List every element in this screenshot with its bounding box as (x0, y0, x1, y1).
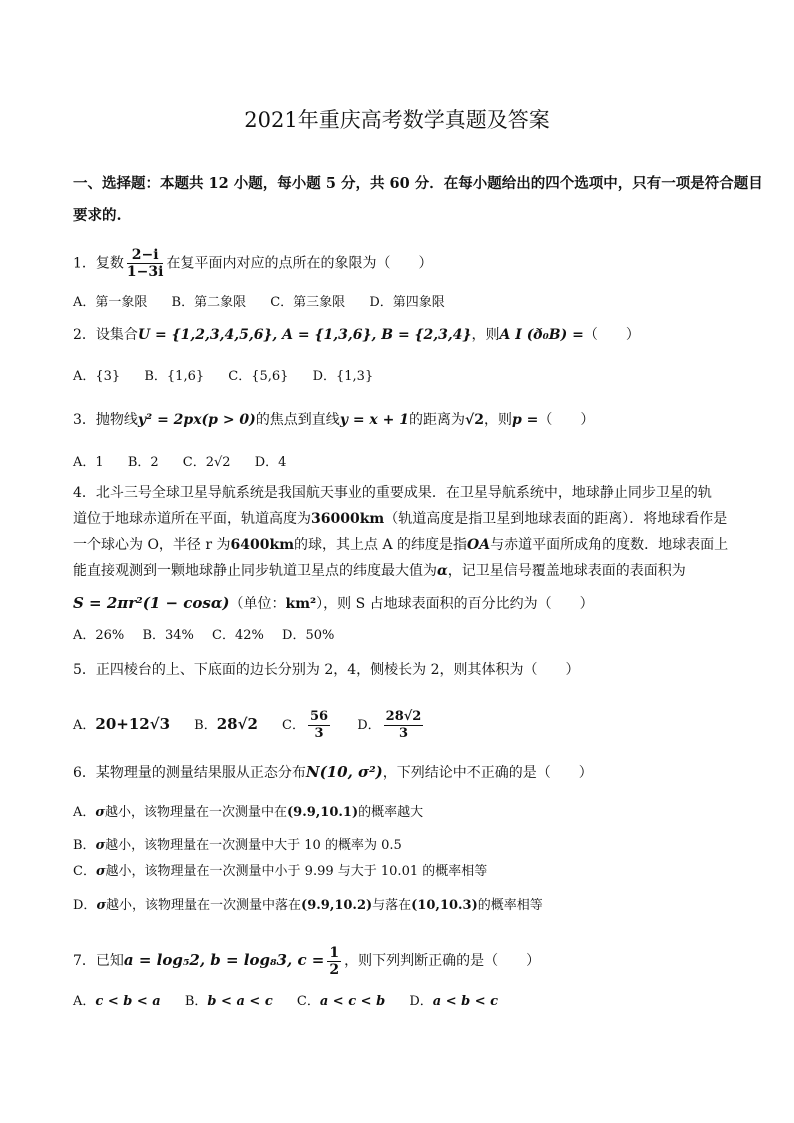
q4-alpha: α (437, 563, 448, 579)
q3-option-d: D．4 (254, 455, 287, 470)
q4-line3-c: 与赤道平面所成角的度数．地球表面上 (490, 537, 729, 553)
q5-option-d-den: 3 (398, 726, 409, 741)
q6-option-d-interval2: (10,10.3) (411, 898, 478, 913)
q1-prefix: 1．复数 (73, 255, 124, 272)
q6-option-d-text2: 与落在 (372, 898, 412, 913)
q3-math-line: y = x + 1 (339, 412, 409, 428)
q5-option-c-fraction (308, 709, 330, 742)
q1-numerator: 2−i (127, 247, 164, 264)
q1-denominator: 1−3i (126, 264, 164, 280)
q5-option-d-num: 28√2 (385, 709, 422, 724)
q6-math-normal: N(10, σ²) (305, 763, 383, 781)
q6-option-c-text: 越小，该物理量在一次测量中小于 9.99 与大于 10.01 的概率相等 (105, 864, 488, 879)
q7-math: a = log₅2, b = log₈3, c = (123, 951, 325, 969)
q7-prefix: 7．已知 (73, 953, 124, 969)
q7-option-b-math: b < a < c (207, 994, 273, 1009)
question-5: 5．正四棱台的上、下底面的边长分别为 2，4，侧棱长为 2，则其体积为（ ） (73, 662, 580, 678)
q4-area-formula: S = 2πr²(1 − cosα) (73, 594, 230, 612)
q1-options (73, 293, 733, 313)
q7-option-c-label: C． (296, 994, 320, 1009)
q5-options (73, 706, 733, 744)
q2-suffix: （ ） (583, 327, 640, 343)
q3-math-distance: √2 (465, 412, 484, 428)
q4-line2 (73, 509, 733, 529)
q7-option-d-label: D． (409, 994, 433, 1009)
q4-line5-a: （单位： (229, 596, 286, 612)
q7-denominator: 2 (329, 961, 340, 978)
q4-line5 (73, 593, 733, 614)
q6-option-c-label: C． (73, 864, 96, 879)
q7-suffix: ，则下列判断正确的是（ ） (344, 953, 541, 969)
q2-options (73, 367, 733, 387)
q6-option-d-sigma: σ (96, 898, 107, 913)
q4-line3-a: 一个球心为 O，半径 r 为 (73, 537, 231, 553)
q6-option-d (73, 896, 733, 916)
q7-options (73, 992, 733, 1012)
q4-radius: 6400km (230, 537, 295, 553)
q5-option-d-label: D． (357, 718, 381, 733)
q3-option-c: C．2√2 (182, 455, 231, 470)
q6-option-a (73, 803, 733, 823)
q3-suffix: （ ） (538, 412, 595, 428)
q1-option-b: B．第二象限 (171, 295, 247, 310)
q5-option-b-math: 28√2 (216, 715, 258, 733)
section-heading-line1: 一、选择题：本题共 12 小题，每小题 5 分，共 60 分．在每小题给出的四个选项中，只有一项是符合题目 (73, 175, 763, 192)
q6-option-c (73, 862, 733, 882)
q6-option-b-sigma: σ (95, 838, 106, 853)
q5-option-a-math: 20+12√3 (95, 715, 171, 733)
q6-option-b (73, 836, 733, 856)
question-2 (73, 325, 733, 345)
q5-option-b-label: B． (194, 718, 217, 733)
q1-option-d: D．第四象限 (369, 295, 445, 310)
q6-option-b-text: 越小，该物理量在一次测量中大于 10 的概率为 0.5 (105, 838, 402, 853)
q5-option-d-fraction (384, 709, 424, 742)
q6-option-a-text: 越小，该物理量在一次测量中在 (104, 805, 287, 820)
q3-option-b: B．2 (127, 455, 159, 470)
q4-line4 (73, 561, 733, 581)
q4-line2-b: （轨道高度是指卫星到地球表面的距离）．将地球看作是 (384, 511, 728, 527)
q6-option-a-sigma: σ (95, 805, 105, 820)
page-title: 2021年重庆高考数学真题及答案 (244, 108, 550, 132)
q6-option-a-text2: 的概率越大 (358, 805, 424, 820)
q2-math-sets: U = {1,2,3,4,5,6}, A = {1,3,6}, B = {2,3,4} (137, 327, 472, 343)
q6-option-b-label: B． (73, 838, 96, 853)
q4-height: 36000km (311, 511, 385, 527)
q3-math-parabola: y² = 2px(p > 0) (137, 412, 256, 428)
question-3 (73, 410, 733, 430)
q4-line2-a: 道位于地球赤道所在平面，轨道高度为 (73, 511, 311, 527)
q4-option-d: D．50% (282, 628, 335, 643)
q4-option-a: A．26% (73, 628, 125, 643)
q2-option-a: A．{3} (73, 369, 121, 384)
q3-mid1: 的焦点到直线 (255, 412, 340, 428)
section-heading-line2: 要求的. (73, 207, 122, 224)
q1-option-a: A．第一象限 (73, 295, 148, 310)
q7-option-d-math: a < b < c (432, 994, 499, 1009)
q2-option-c: C．{5,6} (228, 369, 289, 384)
q2-prefix: 2．设集合 (73, 327, 138, 343)
q4-line4-a: 能直接观测到一颗地球静止同步轨道卫星点的纬度最大值为 (73, 563, 437, 579)
q6-prefix: 6．某物理量的测量结果服从正态分布 (73, 765, 306, 781)
q2-option-d: D．{1,3} (312, 369, 374, 384)
question-6 (73, 762, 733, 783)
q3-option-a: A．1 (73, 455, 104, 470)
question-7 (73, 942, 733, 979)
q3-prefix: 3．抛物线 (73, 412, 138, 428)
q5-option-c-den: 3 (314, 726, 324, 741)
question-1 (73, 247, 733, 280)
q4-unit: km² (285, 596, 317, 612)
q4-option-c: C．42% (212, 628, 264, 643)
q7-numerator: 1 (329, 944, 340, 961)
q4-option-b: B．34% (142, 628, 194, 643)
q2-option-b: B．{1,6} (144, 369, 205, 384)
q6-option-d-text3: 的概率相等 (477, 898, 543, 913)
q7-option-b-label: B． (184, 994, 208, 1009)
q3-mid2: 的距离为 (409, 412, 465, 428)
q4-line4-b: ，记卫星信号覆盖地球表面的表面积为 (447, 563, 686, 579)
q1-suffix: 在复平面内对应的点所在的象限为（ ） (166, 255, 433, 272)
q3-options (73, 453, 733, 473)
q7-option-a-math: c < b < a (95, 994, 161, 1009)
q5-option-c-num: 56 (309, 709, 329, 724)
q1-fraction (127, 247, 164, 280)
q7-option-c-math: a < c < b (319, 994, 386, 1009)
q3-math-p: p = (511, 412, 539, 428)
q7-fraction (327, 945, 341, 978)
q6-option-d-text: 越小，该物理量在一次测量中落在 (106, 898, 302, 913)
q4-line3 (73, 535, 733, 555)
q6-option-d-label: D． (73, 898, 97, 913)
q6-suffix: ，下列结论中不正确的是（ ） (382, 765, 593, 781)
q4-options (73, 626, 733, 646)
q2-mid: ，则 (471, 327, 500, 343)
q4-line1: 4．北斗三号全球卫星导航系统是我国航天事业的重要成果．在卫星导航系统中，地球静止同步卫星的轨 (73, 485, 712, 501)
q3-mid3: ，则 (483, 412, 512, 428)
q2-math-expr: A I (ð₀B) = (499, 327, 584, 343)
q5-option-a-label: A． (73, 718, 96, 733)
q6-option-a-label: A． (73, 805, 96, 820)
q4-line5-b: ），则 S 占地球表面积的百分比约为（ ） (316, 596, 594, 612)
q6-option-a-interval: (9.9,10.1) (287, 805, 359, 820)
q4-line3-b: 的球，其上点 A 的纬度是指 (294, 537, 468, 553)
q5-option-c-label: C． (282, 718, 305, 733)
q4-oa: OA (467, 537, 491, 553)
q7-option-a-label: A． (73, 994, 96, 1009)
q1-option-c: C．第三象限 (270, 295, 346, 310)
q6-option-d-interval1: (9.9,10.2) (301, 898, 373, 913)
q6-option-c-sigma: σ (95, 864, 106, 879)
